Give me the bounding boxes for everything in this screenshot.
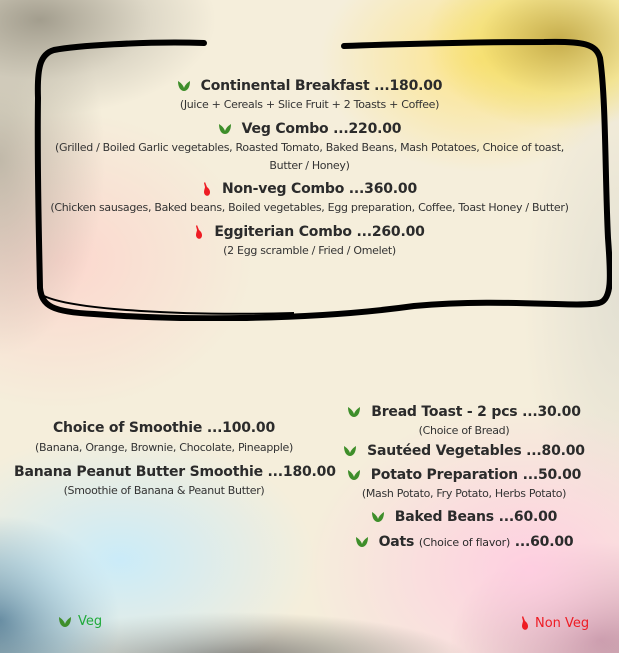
veg-leaf-icon bbox=[347, 469, 361, 481]
side-title-note: (Choice of flavor) bbox=[418, 536, 511, 549]
combo-title: Non-veg Combo ...360.00 bbox=[221, 181, 417, 197]
smoothie-description: (Banana, Orange, Brownie, Chocolate, Pineapple) bbox=[35, 441, 293, 454]
smoothie-title: Banana Peanut Butter Smoothie ...180.00 bbox=[14, 464, 336, 480]
legend-veg bbox=[58, 614, 102, 629]
legend-veg-label: Veg bbox=[78, 614, 103, 629]
combo-title: Veg Combo ...220.00 bbox=[241, 121, 402, 137]
combo-description: (2 Egg scramble / Fried / Omelet) bbox=[223, 244, 396, 257]
nonveg-drumstick-icon bbox=[202, 182, 212, 197]
combo-description: (Chicken sausages, Baked beans, Boiled vegetables, Egg preparation, Coffee, Toast Honey / Butter) bbox=[50, 201, 569, 214]
combo-item bbox=[0, 121, 619, 172]
combo-item bbox=[0, 224, 619, 257]
nonveg-drumstick-icon bbox=[194, 225, 204, 240]
legend-nonveg-label: Non Veg bbox=[535, 616, 590, 631]
nonveg-drumstick-icon bbox=[520, 616, 530, 631]
veg-leaf-icon bbox=[347, 406, 361, 418]
combo-description: (Grilled / Boiled Garlic vegetables, Roasted Tomato, Baked Beans, Mash Potatoes, Choice of toast, bbox=[55, 141, 564, 154]
combo-description-continued: Butter / Honey) bbox=[269, 159, 350, 172]
veg-leaf-icon bbox=[371, 511, 385, 523]
smoothie-item bbox=[14, 420, 314, 454]
smoothie-item bbox=[14, 464, 336, 497]
veg-leaf-icon bbox=[355, 536, 369, 548]
veg-leaf-icon bbox=[218, 123, 232, 135]
side-title: Sautéed Vegetables ...80.00 bbox=[367, 443, 585, 459]
side-title: Bread Toast - 2 pcs ...30.00 bbox=[371, 404, 581, 420]
side-description: (Choice of Bread) bbox=[418, 424, 510, 437]
combo-item bbox=[0, 78, 619, 111]
veg-leaf-icon bbox=[58, 616, 72, 628]
side-description: (Mash Potato, Fry Potato, Herbs Potato) bbox=[361, 487, 567, 500]
combo-title: Eggiterian Combo ...260.00 bbox=[214, 224, 425, 240]
smoothie-title: Choice of Smoothie ...100.00 bbox=[52, 420, 276, 436]
veg-leaf-icon bbox=[343, 445, 357, 457]
sides-section bbox=[330, 404, 598, 550]
side-item bbox=[330, 467, 598, 500]
combo-section bbox=[0, 78, 619, 257]
legend-nonveg bbox=[520, 616, 589, 631]
side-item bbox=[330, 443, 598, 459]
smoothie-description: (Smoothie of Banana & Peanut Butter) bbox=[63, 484, 265, 497]
smoothie-section bbox=[14, 420, 336, 497]
side-item bbox=[330, 509, 598, 525]
veg-leaf-icon bbox=[177, 80, 191, 92]
combo-description: (Juice + Cereals + Slice Fruit + 2 Toasts + Coffee) bbox=[179, 98, 440, 111]
side-price: ...60.00 bbox=[514, 534, 574, 550]
side-item bbox=[330, 534, 598, 550]
side-title: Potato Preparation ...50.00 bbox=[370, 467, 582, 483]
combo-title: Continental Breakfast ...180.00 bbox=[200, 78, 443, 94]
side-title: Baked Beans ...60.00 bbox=[394, 509, 558, 525]
side-title: Oats bbox=[378, 534, 415, 550]
side-item bbox=[330, 404, 598, 437]
combo-item bbox=[0, 181, 619, 214]
